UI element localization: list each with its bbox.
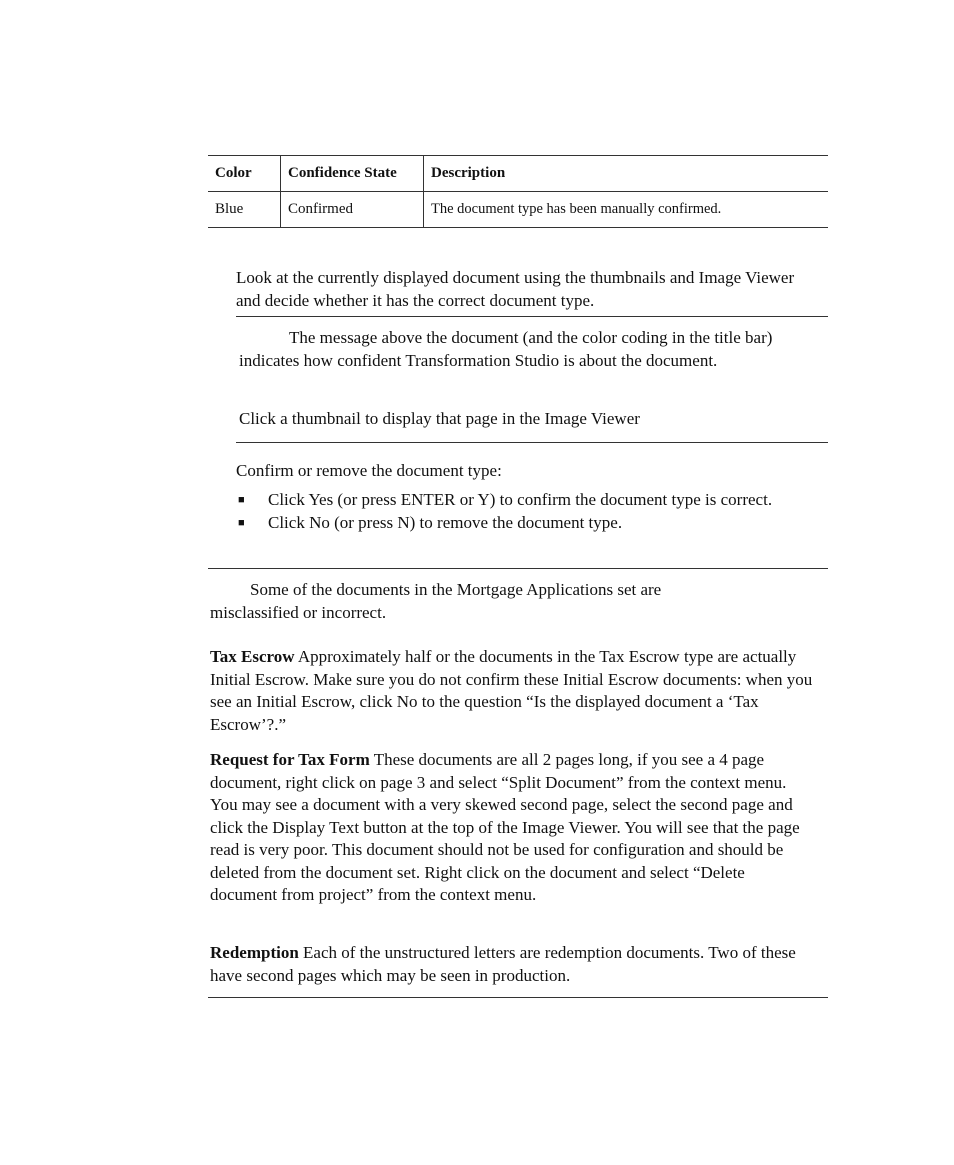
confirm-options-list bbox=[236, 489, 806, 534]
note-misclassified-text: Some of the documents in the Mortgage Applications set are misclassified or incorrect. bbox=[210, 580, 662, 622]
note-message-text: The message above the document (and the color coding in the title bar) indicates how confident Transformation Studio is about the document. bbox=[239, 328, 773, 370]
table-cell-confidence-state: Confirmed bbox=[281, 192, 424, 228]
tax-escrow-paragraph bbox=[210, 646, 830, 736]
request-tax-form-term: Request for Tax Form bbox=[210, 750, 370, 769]
step-confirm-text: Confirm or remove the document type: bbox=[236, 461, 502, 480]
list-item bbox=[236, 512, 806, 535]
table-cell-color: Blue bbox=[208, 192, 281, 228]
redemption-term: Redemption bbox=[210, 943, 299, 962]
redemption-text: Each of the unstructured letters are redemption documents. Two of these have second pages which may be seen in production. bbox=[210, 943, 796, 985]
list-item-text: Click Yes (or press ENTER or Y) to confirm the document type is correct. bbox=[268, 490, 773, 509]
request-tax-form-paragraph bbox=[210, 749, 814, 907]
request-tax-form-text: These documents are all 2 pages long, if you see a 4 page document, right click on page 3 and select “Split Document” from the context menu. You may see a document with a very skewed second page, select the second page and click the Display Text button at the top of the Image Viewer. You will see that the page read is very poor. This document should not be used for configuration and should be deleted from the document set. Right click on the document and select “Delete document from project” from the context menu. bbox=[210, 750, 800, 904]
bullet-icon: ■ bbox=[238, 494, 245, 506]
table-row bbox=[208, 192, 828, 228]
note-misclassified bbox=[210, 579, 750, 624]
bottom-divider bbox=[208, 997, 828, 998]
bullet-icon: ■ bbox=[238, 516, 245, 529]
step-look-text: Look at the currently displayed document using the thumbnails and Image Viewer and decide whether it has the correct document type. bbox=[236, 268, 795, 310]
redemption-paragraph bbox=[210, 942, 822, 987]
table-header-description: Description bbox=[424, 156, 829, 192]
tax-escrow-term: Tax Escrow bbox=[210, 647, 295, 666]
table-header-confidence-state: Confidence State bbox=[281, 156, 424, 192]
table-header-color: Color bbox=[208, 156, 281, 192]
list-item bbox=[236, 489, 806, 512]
confidence-state-table bbox=[208, 155, 828, 228]
table-header-row bbox=[208, 156, 828, 192]
tax-escrow-text: Approximately half or the documents in the Tax Escrow type are actually Initial Escrow. Make sure you do not confirm these Initial Escrow documents: when you see an Initial Escrow, click No to the question “Is the displayed document a ‘Tax Escrow’?.” bbox=[210, 647, 813, 734]
note-bottom-divider bbox=[236, 442, 828, 443]
table-cell-description: The document type has been manually confirmed. bbox=[424, 192, 829, 228]
note-thumbnail-text: Click a thumbnail to display that page in the Image Viewer bbox=[239, 409, 640, 428]
note-message bbox=[239, 327, 824, 372]
note-top-divider bbox=[236, 316, 828, 317]
list-item-text: Click No (or press N) to remove the document type. bbox=[268, 512, 623, 532]
section-divider bbox=[208, 568, 828, 569]
